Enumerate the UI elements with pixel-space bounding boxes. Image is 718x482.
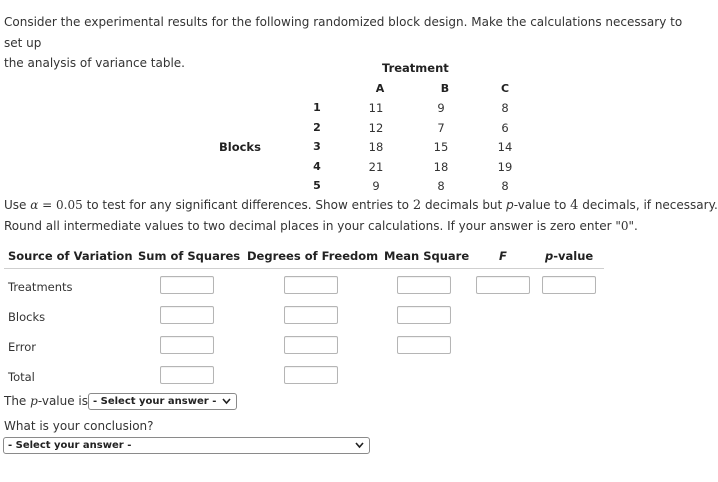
pvalue-select-value: - Select your answer - <box>93 396 217 407</box>
treatments-df-input[interactable] <box>284 276 338 294</box>
error-df-input[interactable] <box>284 336 338 354</box>
error-ss-input[interactable] <box>160 336 214 354</box>
alpha-symbol: α <box>30 198 39 212</box>
row-label-total: Total <box>8 370 35 384</box>
conclusion-select-value: - Select your answer - <box>8 440 132 451</box>
block-number: 2 <box>313 121 321 134</box>
header-source: Source of Variation <box>8 249 133 263</box>
table-cell: 8 <box>501 101 509 115</box>
treatment-header-b: B <box>440 82 450 95</box>
block-number: 3 <box>313 140 321 153</box>
header-sum-squares: Sum of Squares <box>138 249 241 263</box>
blocks-df-input[interactable] <box>284 306 338 324</box>
treatment-header-c: C <box>500 82 510 95</box>
table-cell: 19 <box>497 160 513 174</box>
treatment-title: Treatment <box>382 61 449 75</box>
blocks-ms-input[interactable] <box>397 306 451 324</box>
table-cell: 11 <box>368 101 384 115</box>
pvalue-select[interactable] <box>88 393 237 410</box>
header-f: F <box>499 249 507 263</box>
table-cell: 7 <box>437 121 445 135</box>
header-divider <box>4 268 604 269</box>
table-cell: 18 <box>433 160 449 174</box>
table-cell: 14 <box>497 140 513 154</box>
treatments-ss-input[interactable] <box>160 276 214 294</box>
total-ss-input[interactable] <box>160 366 214 384</box>
chevron-down-icon <box>354 438 365 453</box>
treatments-ms-input[interactable] <box>397 276 451 294</box>
treatment-header-a: A <box>375 82 385 95</box>
pvalue-statement: The p-value is <box>4 394 89 408</box>
table-cell: 9 <box>372 179 380 193</box>
block-number: 5 <box>313 179 321 192</box>
block-number: 1 <box>313 101 321 114</box>
conclusion-select[interactable] <box>3 437 370 454</box>
alpha-value: 0.05 <box>56 198 83 212</box>
treatments-f-input[interactable] <box>476 276 530 294</box>
row-label-blocks: Blocks <box>8 310 46 324</box>
total-df-input[interactable] <box>284 366 338 384</box>
table-cell: 6 <box>501 121 509 135</box>
chevron-down-icon <box>221 394 232 409</box>
row-label-error: Error <box>8 340 37 354</box>
header-df: Degrees of Freedom <box>247 249 379 263</box>
blocks-ss-input[interactable] <box>160 306 214 324</box>
conclusion-question: What is your conclusion? <box>4 419 154 433</box>
instruction-line-2: Round all intermediate values to two decimal places in your calculations. If your answer is zero enter "0". <box>4 219 638 233</box>
instruction-line-1: Use α = 0.05 to test for any significant differences. Show entries to 2 decimals but p-value to 4 decimals, if necessary. <box>4 198 718 213</box>
block-number: 4 <box>313 160 321 173</box>
intro-line-2: the analysis of variance table. <box>4 56 185 70</box>
header-mean-square: Mean Square <box>384 249 470 263</box>
table-cell: 9 <box>437 101 445 115</box>
blocks-label: Blocks <box>219 140 261 154</box>
table-cell: 21 <box>368 160 384 174</box>
table-cell: 8 <box>501 179 509 193</box>
table-cell: 15 <box>433 140 449 154</box>
treatments-p-input[interactable] <box>542 276 596 294</box>
table-cell: 8 <box>437 179 445 193</box>
error-ms-input[interactable] <box>397 336 451 354</box>
table-cell: 18 <box>368 140 384 154</box>
problem-intro <box>4 12 688 74</box>
header-p-value: p-value <box>545 249 594 263</box>
table-cell: 12 <box>368 121 384 135</box>
intro-line-1: Consider the experimental results for the following randomized block design. Make the calculations necessary to set up <box>4 15 683 50</box>
row-label-treatments: Treatments <box>8 280 73 294</box>
